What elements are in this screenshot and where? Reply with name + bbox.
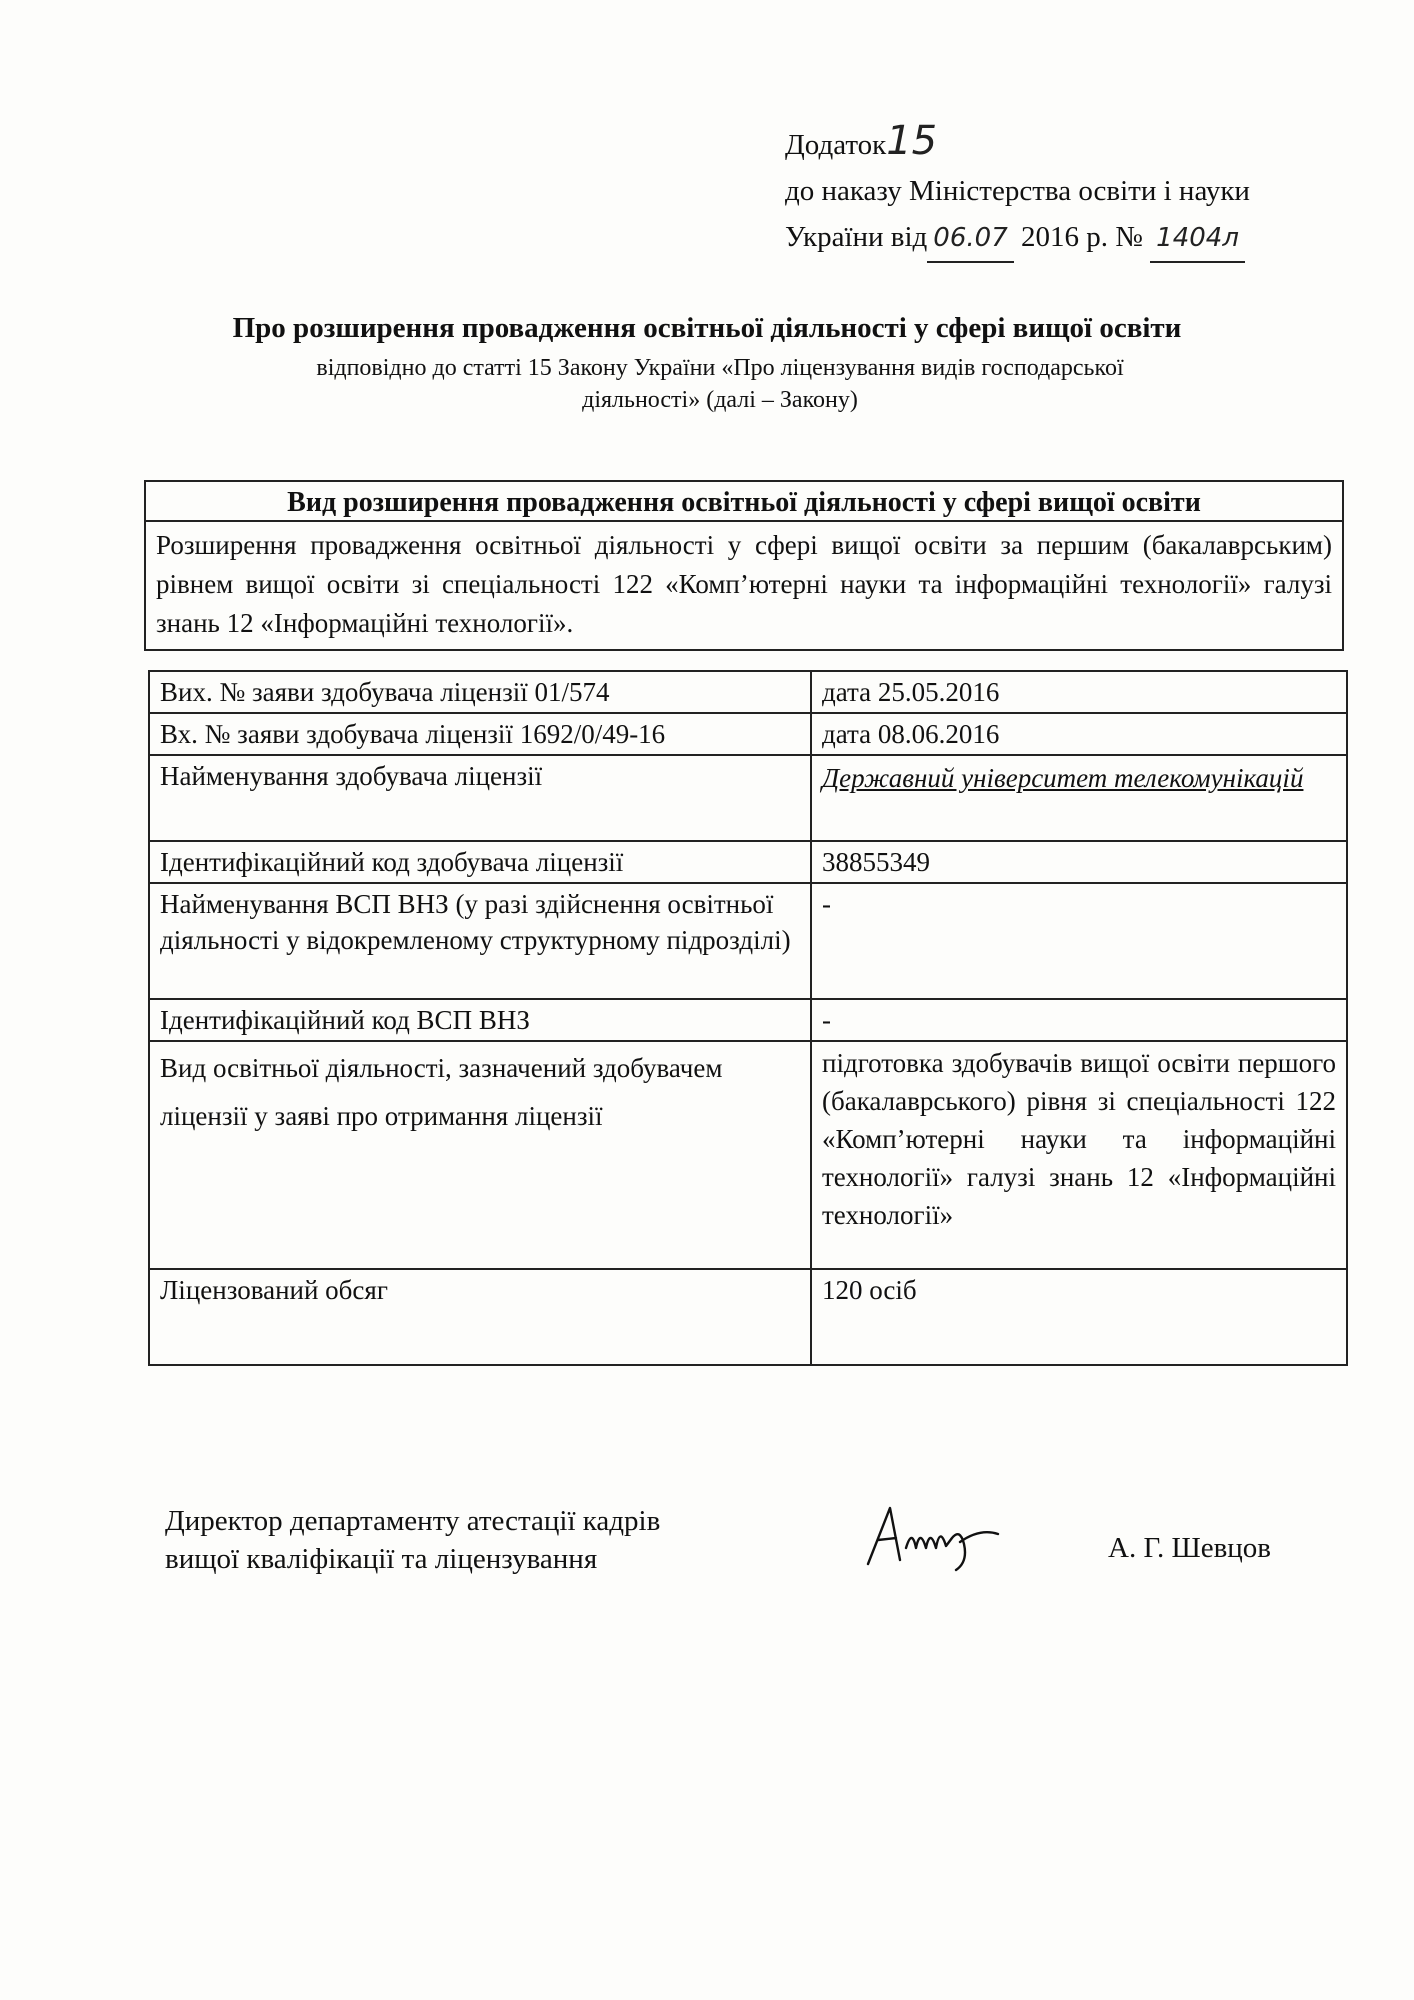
row-value: - (811, 883, 1347, 999)
row-label: Найменування ВСП ВНЗ (у разі здійснення освітньої діяльності у відокремленому структурному підрозділі) (149, 883, 811, 999)
activity-kind-body: Розширення провадження освітньої діяльності у сфері вищої освіти за першим (бакалаврським) рівнем вищої освіти зі спеціальності 122 «Комп’ютерні науки та інформаційні технології» галузі знань 12 «Інформаційні технології». (145, 521, 1343, 650)
date-line (785, 214, 1250, 263)
row-value: дата 25.05.2016 (811, 671, 1347, 713)
table-row (149, 1041, 1347, 1269)
document-title: Про розширення провадження освітньої діяльності у сфері вищої освіти (232, 312, 1182, 344)
order-number: 1404л (1150, 215, 1245, 263)
signatory-position (165, 1502, 660, 1578)
row-value: 38855349 (811, 841, 1347, 883)
table-row (149, 999, 1347, 1041)
row-value: підготовка здобувачів вищої освіти першого (бакалаврського) рівня зі спеціальності 122 «Комп’ютерні науки та інформаційні технології» галузі знань 12 «Інформаційні технології» (811, 1041, 1347, 1269)
activity-kind-table (144, 480, 1344, 651)
handwritten-signature (860, 1498, 1010, 1578)
table-row (149, 883, 1347, 999)
year-number-label: 2016 р. № (1020, 221, 1143, 253)
position-line-1: Директор департаменту атестації кадрів (165, 1505, 661, 1537)
document-subtitle (230, 352, 1210, 416)
row-label: Вид освітньої діяльності, зазначений здобувачем ліцензії у заяві про отримання ліцензії (149, 1041, 811, 1269)
appendix-line (785, 118, 1250, 168)
row-label: Ліцензований обсяг (149, 1269, 811, 1365)
appendix-label: Додаток (785, 129, 887, 161)
row-label: Найменування здобувача ліцензії (149, 755, 811, 841)
order-date: 06.07 (927, 215, 1013, 263)
row-value: дата 08.06.2016 (811, 713, 1347, 755)
table-row (149, 755, 1347, 841)
row-label: Ідентифікаційний код здобувача ліцензії (149, 841, 811, 883)
row-value: - (811, 999, 1347, 1041)
order-reference (785, 118, 1250, 263)
date-prefix: України від (785, 221, 928, 253)
row-label: Ідентифікаційний код ВСП ВНЗ (149, 999, 811, 1041)
table-row (149, 841, 1347, 883)
license-info-table (148, 670, 1348, 1366)
row-label: Вих. № заяви здобувача ліцензії 01/574 (149, 671, 811, 713)
subtitle-line-1: відповідно до статті 15 Закону України «Про ліцензування видів господарської (316, 355, 1124, 381)
order-line: до наказу Міністерства освіти і науки (785, 175, 1250, 207)
subtitle-line-2: діяльності» (далі – Закону) (582, 387, 858, 413)
position-line-2: вищої кваліфікації та ліцензування (165, 1543, 598, 1575)
row-value: Державний університет телекомунікацій (811, 755, 1347, 841)
table-row (149, 671, 1347, 713)
table-row (149, 713, 1347, 755)
activity-kind-header: Вид розширення провадження освітньої діяльності у сфері вищої освіти (145, 481, 1343, 521)
table-row (149, 1269, 1347, 1365)
row-label: Вх. № заяви здобувача ліцензії 1692/0/49-16 (149, 713, 811, 755)
signatory-name: А. Г. Шевцов (1108, 1532, 1271, 1564)
appendix-number: 15 (886, 118, 938, 164)
row-value: 120 осіб (811, 1269, 1347, 1365)
